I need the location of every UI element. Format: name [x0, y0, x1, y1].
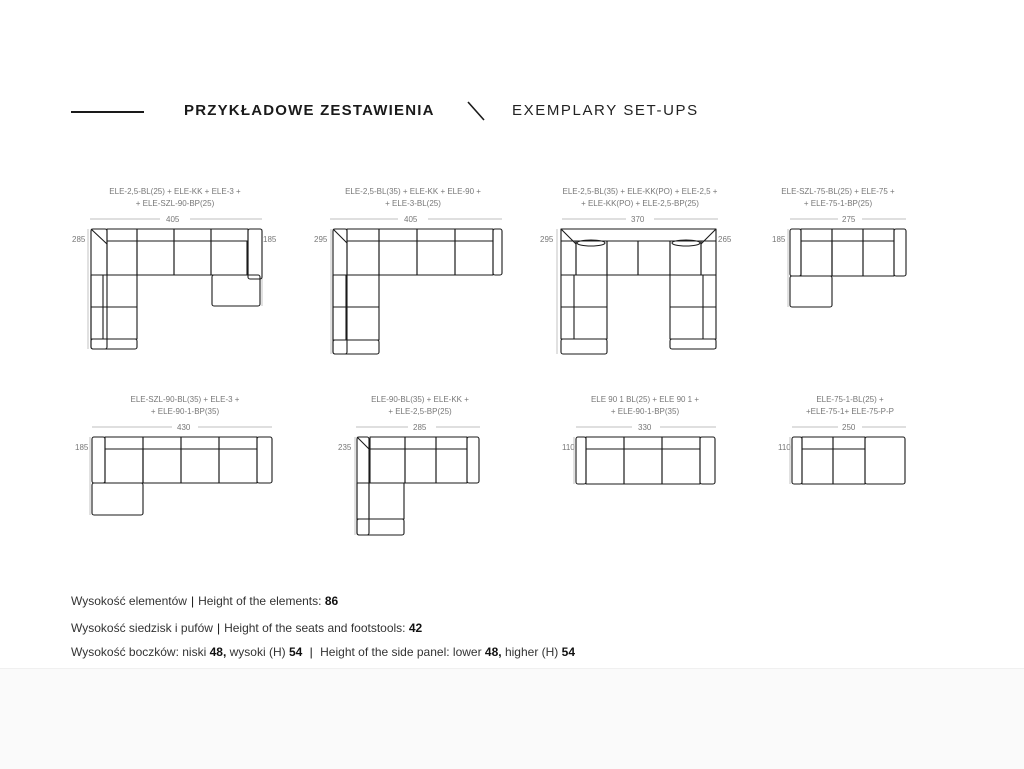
setup-3-caption: ELE-2,5-BL(35) + ELE-KK(PO) + ELE-2,5 + + ELE-KK(PO) + ELE-2,5-BP(25) — [562, 187, 718, 208]
page-title-en: EXEMPLARY SET-UPS — [512, 102, 699, 119]
setup-8-width: 250 — [842, 423, 856, 432]
setup-3-drawing — [561, 229, 716, 354]
note-seats-height: Wysokość siedzisk i pufów | Height of the seats and footstools: 42 — [71, 621, 423, 635]
setup-4-height-left: 185 — [772, 235, 786, 244]
setup-6-height-left: 235 — [338, 443, 352, 452]
setup-4-drawing — [790, 229, 906, 307]
setup-2-width: 405 — [404, 215, 418, 224]
setup-1-caption: ELE-2,5-BL(25) + ELE-KK + ELE-3 + + ELE-SZL-90-BP(25) — [109, 187, 241, 208]
setup-1-height-right: 185 — [263, 235, 277, 244]
setup-7-height-left: 110 — [562, 443, 575, 452]
setup-8-caption: ELE-75-1-BL(25) + +ELE-75-1+ ELE-75-P-P — [805, 395, 895, 416]
setup-2-caption: ELE-2,5-BL(35) + ELE-KK + ELE-90 + + ELE-3-BL(25) — [345, 187, 481, 208]
setup-5-caption: ELE-SZL-90-BL(35) + ELE-3 + + ELE-90-1-BP(35) — [130, 395, 240, 416]
setup-5-height-left: 185 — [75, 443, 89, 452]
setup-7-drawing — [576, 437, 715, 484]
setup-4-width: 275 — [842, 215, 856, 224]
setup-3-height-right: 265 — [718, 235, 732, 244]
page-title-pl: PRZYKŁADOWE ZESTAWIENIA — [184, 102, 435, 119]
note-side-panel-height: Wysokość boczków: niski 48, wysoki (H) 54 | Height of the side panel: lower 48, higher (H) 54 — [71, 645, 576, 659]
setup-3-height-left: 295 — [540, 235, 554, 244]
setup-3-width: 370 — [631, 215, 645, 224]
setup-1-drawing — [91, 229, 262, 349]
setup-2-drawing — [333, 229, 502, 354]
footer-area — [0, 668, 1024, 769]
setup-8-drawing — [792, 437, 905, 484]
setup-7-caption: ELE 90 1 BL(25) + ELE 90 1 + + ELE-90-1-BP(35) — [590, 395, 700, 416]
setup-8-height-left: 110 — [778, 443, 791, 452]
setup-6-caption: ELE-90-BL(35) + ELE-KK + + ELE-2,5-BP(25) — [371, 395, 469, 416]
setup-7-width: 330 — [638, 423, 652, 432]
setup-1-width: 405 — [166, 215, 180, 224]
setup-5-width: 430 — [177, 423, 191, 432]
setup-6-drawing — [357, 437, 479, 535]
note-elements-height: Wysokość elementów | Height of the elements: 86 — [71, 594, 339, 608]
setup-6-width: 285 — [413, 423, 427, 432]
setup-5-drawing — [92, 437, 272, 515]
setup-4-caption: ELE-SZL-75-BL(25) + ELE-75 + + ELE-75-1-BP(25) — [781, 187, 895, 208]
setup-1-height-left: 285 — [72, 235, 86, 244]
setup-2-height-left: 295 — [314, 235, 328, 244]
